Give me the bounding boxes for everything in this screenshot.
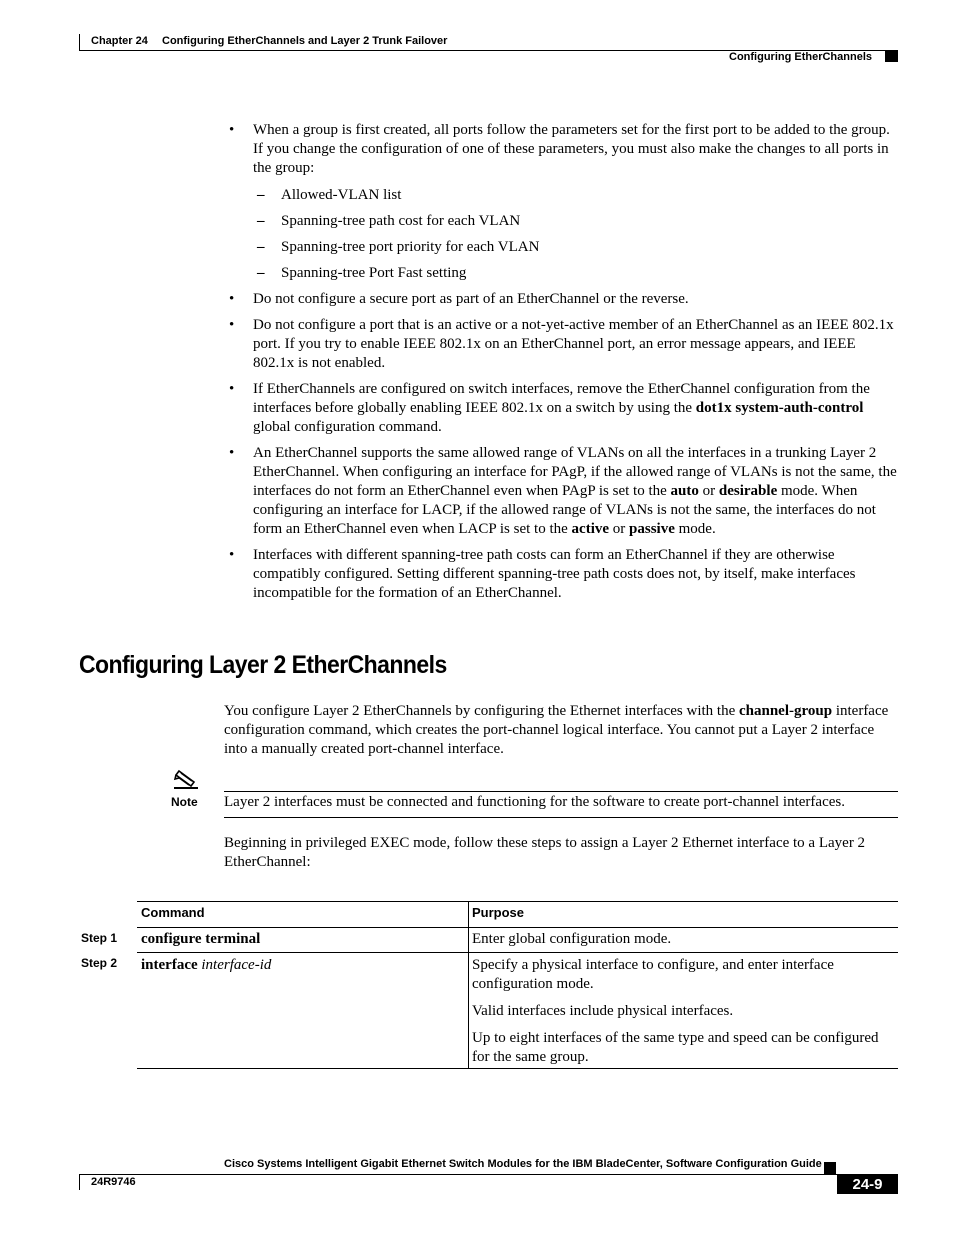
bullet-icon: • <box>229 547 235 563</box>
steps-intro: Beginning in privileged EXEC mode, follow these steps to assign a Layer 2 Ethernet interface to a Layer 2 EtherChannel: <box>224 835 866 870</box>
note-text: Layer 2 interfaces must be connected and functioning for the software to create port-channel interfaces. <box>224 794 845 810</box>
bullet-icon: • <box>229 122 235 138</box>
header-chapter-title: Configuring EtherChannels and Layer 2 Trunk Failover <box>162 35 448 47</box>
list-item <box>229 546 899 603</box>
intro-paragraph: You configure Layer 2 EtherChannels by configuring the Ethernet interfaces with the channel-group interface configuration command, which creates the port-channel logical interface. You cannot put a Layer 2 interface into a manually created port-channel interface. <box>224 703 889 757</box>
list-item <box>229 290 899 309</box>
header-section: Configuring EtherChannels <box>729 51 872 63</box>
dash-icon: – <box>257 265 265 281</box>
table-rule-bottom <box>137 1068 898 1069</box>
list-item <box>229 380 899 437</box>
footer-title: Cisco Systems Intelligent Gigabit Ethernet Switch Modules for the IBM BladeCenter, Software Configuration Guide <box>224 1158 822 1170</box>
bullet-text: An EtherChannel supports the same allowed range of VLANs on all the interfaces in a trunking Layer 2 EtherChannel. When configuring an interface for PAgP, if the allowed range of VLANs is not the same, the interfaces do not form an EtherChannel even when PAgP is set to the auto or desirable mode. When configuring an interface for LACP, if the allowed range of VLANs is not the same, the interfaces do not form an EtherChannel even when LACP is set to the active or passive mode. <box>253 445 897 537</box>
sub-list <box>253 186 899 283</box>
header-rule-vertical <box>79 34 80 50</box>
sub-list-item: – Spanning-tree path cost for each VLAN <box>257 213 521 229</box>
table-column-divider <box>468 901 469 1069</box>
sub-list-item: – Spanning-tree Port Fast setting <box>257 265 467 281</box>
bullet-icon: • <box>229 445 235 461</box>
footer-rule-vertical <box>79 1174 80 1190</box>
list-item <box>229 316 899 373</box>
command-cell: configure terminal <box>141 931 261 947</box>
bullet-text: Interfaces with different spanning-tree path costs can form an EtherChannel if they are otherwise compatibly configured. Setting different spanning-tree path costs does not, by itself, make interfaces incompatible for the formation of an EtherChannel. <box>253 547 856 601</box>
dash-icon: – <box>257 213 265 229</box>
purpose-paragraph: Valid interfaces include physical interfaces. <box>472 1003 734 1019</box>
pencil-icon <box>172 768 200 790</box>
step-label: Step 2 <box>81 956 118 970</box>
section-title: Configuring Layer 2 EtherChannels <box>79 651 447 679</box>
page-number: 24-9 <box>837 1174 898 1194</box>
bullet-text: If EtherChannels are configured on switch interfaces, remove the EtherChannel configuration from the interfaces before globally enabling IEEE 802.1x on a switch by using the dot1x system-auth-control global configuration command. <box>253 381 870 435</box>
footer-rule <box>79 1174 837 1175</box>
footer-doc-number: 24R9746 <box>91 1176 136 1188</box>
bullet-icon: • <box>229 317 235 333</box>
sub-list-item: – Spanning-tree port priority for each VLAN <box>257 239 540 255</box>
note-rule-bottom <box>224 817 898 818</box>
table-rule-top <box>137 901 898 902</box>
purpose-cell <box>472 956 892 1067</box>
dash-icon: – <box>257 239 265 255</box>
dash-icon: – <box>257 187 265 203</box>
footer-marker <box>824 1162 836 1174</box>
list-item <box>229 444 899 539</box>
bullet-icon: • <box>229 381 235 397</box>
header-marker <box>885 51 898 62</box>
list-item <box>229 121 899 283</box>
purpose-cell: Enter global configuration mode. <box>472 931 672 947</box>
step-label: Step 1 <box>81 931 118 945</box>
table-rule-row1 <box>137 952 898 953</box>
note-rule-top <box>224 791 898 792</box>
sub-list-item: – Allowed-VLAN list <box>257 187 402 203</box>
command-dot1x: dot1x system-auth-control <box>695 400 864 416</box>
column-header-purpose: Purpose <box>472 905 525 920</box>
purpose-paragraph: Specify a physical interface to configure, and enter interface configuration mode. <box>472 957 834 992</box>
command-cell: interface interface-id <box>141 957 272 973</box>
bullet-text: Do not configure a port that is an active or a not-yet-active member of an EtherChannel as an IEEE 802.1x port. If you try to enable IEEE 802.1x on an EtherChannel port, an error message appears, and IEEE 802.1x is not enabled. <box>253 317 894 371</box>
column-header-command: Command <box>141 905 205 920</box>
bullet-text: Do not configure a secure port as part of an EtherChannel or the reverse. <box>253 291 689 307</box>
purpose-paragraph: Up to eight interfaces of the same type and speed can be configured for the same group. <box>472 1030 879 1065</box>
guidelines-list <box>229 121 899 603</box>
bullet-icon: • <box>229 291 235 307</box>
table-rule-header <box>137 927 898 928</box>
header-chapter: Chapter 24 <box>91 35 148 47</box>
command-channel-group: channel-group <box>739 703 833 719</box>
note-label: Note <box>171 795 198 809</box>
bullet-text: When a group is first created, all ports follow the parameters set for the first port to be added to the group. If you change the configuration of one of these parameters, you must also make the changes to all ports in the group: <box>253 122 890 176</box>
